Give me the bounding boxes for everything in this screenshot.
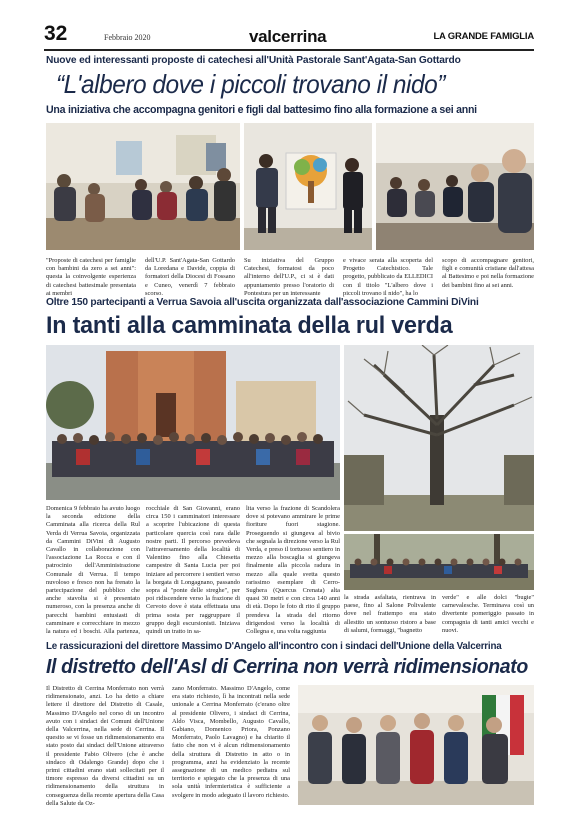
hiking-group-church-photo	[46, 345, 340, 500]
article1-column-3: Su iniziativa del Gruppo Catechesi, formatosi da poco all'interno dell'U.P., ci si è dati appuntamento presso l'oratorio di Pontestura per un interessante	[244, 257, 334, 297]
article2-column-5: verde" e alle dolci "bugie" carnevalesche. Terminava così un divertente pomeriggio passato in compagnia di tanti amici vecchi e nuovi.	[442, 594, 534, 634]
issue-date: Febbraio 2020	[104, 33, 151, 42]
article1-column-4: e vivace serata alla scoperta del Progetto Catechistico. Tale progetto, pubblicato da ELLEDICI con il titolo "L'albero dove i piccoli trovano il nido", ha lo	[343, 257, 433, 297]
column-name: LA GRANDE FAMIGLIA	[433, 31, 534, 42]
article2-title: In tanti alla camminata della rul verda	[46, 312, 453, 339]
page-number: 32	[44, 22, 68, 45]
article1-subtitle: Una iniziativa che accompagna genitori e figli dal battesimo fino alla formazione a sei anni	[46, 104, 477, 116]
header-rule	[44, 49, 534, 51]
article2-kicker: Oltre 150 partecipanti a Verrua Savoia all'uscita organizzata dall'associazione Cammini DiVini	[46, 297, 479, 308]
article3-column-2: zano Monferrato. Massimo D'Angelo, come era stato richiesto, lì ha incontrati nella sede unionale a Cerrina Monferrato (c'erano oltre al presidente Olivero, i sindaci di Cerrina, Aldo Visca, Mombello, Augusto Cavallo, Gabiano, Domenico Priora, Ponzano Monferrato, Paolo Lavagno) e ha chiarito il fatto che non vi è alcun ridimensionamento della struttura di Distretto in atto o in programma, anzi ha evidenziato la recente assegnazione di un medico pediatra sul territorio e spiegato che la presenza di una sola unità infermieristica è sufficiente a svolgere in modo adeguato il lavoro richiesto.	[172, 685, 290, 799]
article3-kicker: Le rassicurazioni del direttore Massimo D'Angelo all'incontro con i sindaci dell'Unione della Valcerrina	[46, 641, 502, 652]
article2-column-3: lita verso la frazione di Scandolera dove si potevano ammirare le prime fioriture fuori stagione. Proseguendo si giungeva al bivio che segnala la direzione verso la Rul Verda, e preso il tortuoso sentiero in mezzo alla boscaglia si giungeva finalmente alla piccola radura in mezzo alla quale svetta questo rarissimo esemplare di Cerro-Sughera (Quercus Crenata) alta quasi 30 metri e con circa 140 anni di età. Dopo le foto di rito il gruppo prendeva la strada del ritorno dirigendosi verso la località di Collegna e, una volta raggiunta	[246, 505, 340, 636]
article3-title: Il distretto dell'Asl di Cerrina non verrà ridimensionato	[46, 655, 528, 678]
oak-tree-photo	[344, 345, 534, 531]
group-in-woods-photo	[344, 534, 534, 590]
article2-column-4: la strada asfaltata, rientrava in paese, fino al Salone Polivalente dove nel frattempo era stato allestito un sontuoso ristoro a base di salumi, formaggi, "bagnetto	[344, 594, 436, 634]
catechesi-meeting-photo	[46, 123, 240, 250]
article2-column-1: Domenica 9 febbraio ha avuto luogo la seconda edizione della Camminata alla ricerca della Rul Verda di Verrua Savoia, organizzata da Cammini DiVini di Augusto Cavallo in collaborazione con l'associazione La Rocca e con il patrocinio dell'Amministrazione Comunale di Verrua. Il tempo nuvoloso e fresco non ha frenato la partecipazione del pubblico che anche stavolta si è presentato numeroso, con la presenza anche di parecchi bambini entusiasti di camminare e correcchiare in mezzo la natura ed i boschi. Alla partenza,	[46, 505, 140, 636]
audience-photo	[376, 123, 534, 250]
speakers-with-tree-poster-photo	[244, 123, 372, 250]
section-name: valcerrina	[249, 27, 327, 46]
page-header	[44, 22, 534, 48]
article1-column-2: dell'U.P. Sant'Agata-San Gottardo da Loredana e Davide, coppia di formatori della Diocesi di Fossano e Cuneo, venerdì 7 febbraio scorso.	[145, 257, 235, 297]
article2-column-2: rocchiale di San Giovanni, erano circa 150 i camminatori interessare a scoprire l'ubicazione di questa particolare quercia così rara dalle nostre parti. Il percorso prevedeva l'attraversamento della località di Valentino fino alla Chiesetta campestre di Santa Lucia per poi iniziare ad percorrere i sentieri verso la borgata di Longagnano, passando sopra al "ponte delle streghe", per poi ridiscendere verso la frazione di Cervoto dove è stata effettuata una prima sosta per raggruppare il gruppo degli escursionisti. Iniziava quindi un tratto in sa-	[146, 505, 240, 636]
article1-kicker: Nuove ed interessanti proposte di catechesi all'Unità Pastorale Sant'Agata-San Gottardo	[46, 55, 461, 66]
article1-column-1: "Proposte di catechesi per famiglie con bambini da zero a sei anni": questa la coinvolgente esperienza di catechesi battesimale presentata ai membri	[46, 257, 136, 297]
article3-column-1: Il Distretto di Cerrina Monferrato non verrà ridimensionato, anzi. Lo ha detto a chiare lettere il direttore del Distretto di Casale, Massimo D'Angelo nel corso di un incontro avuto con i sindaci dei Comuni dell'Unione della Valcerrina, nella sede di Cerrina. Il quesito se vi fosse un ridimensionamento era stato posto dai sindaci dell'Unione attraverso il presidente Fabio Olivero (che è anche sindaco di Odalengo Grande) dopo che i primi cittadini erano stati sollecitati per il timore espresso da diversi cittadini su un ridimensionamento della struttura in conseguenza della recente apertura della Casa della Salute da Oz-	[46, 685, 164, 807]
mayors-meeting-photo	[298, 685, 534, 805]
article1-title: “L'albero dove i piccoli trovano il nido”	[56, 69, 445, 99]
article1-column-5: scopo di accompagnare genitori, figli e comunità cristiane dall'attesa al Battesimo e poi nella formazione dei bambini fino ai sei anni.	[442, 257, 534, 289]
